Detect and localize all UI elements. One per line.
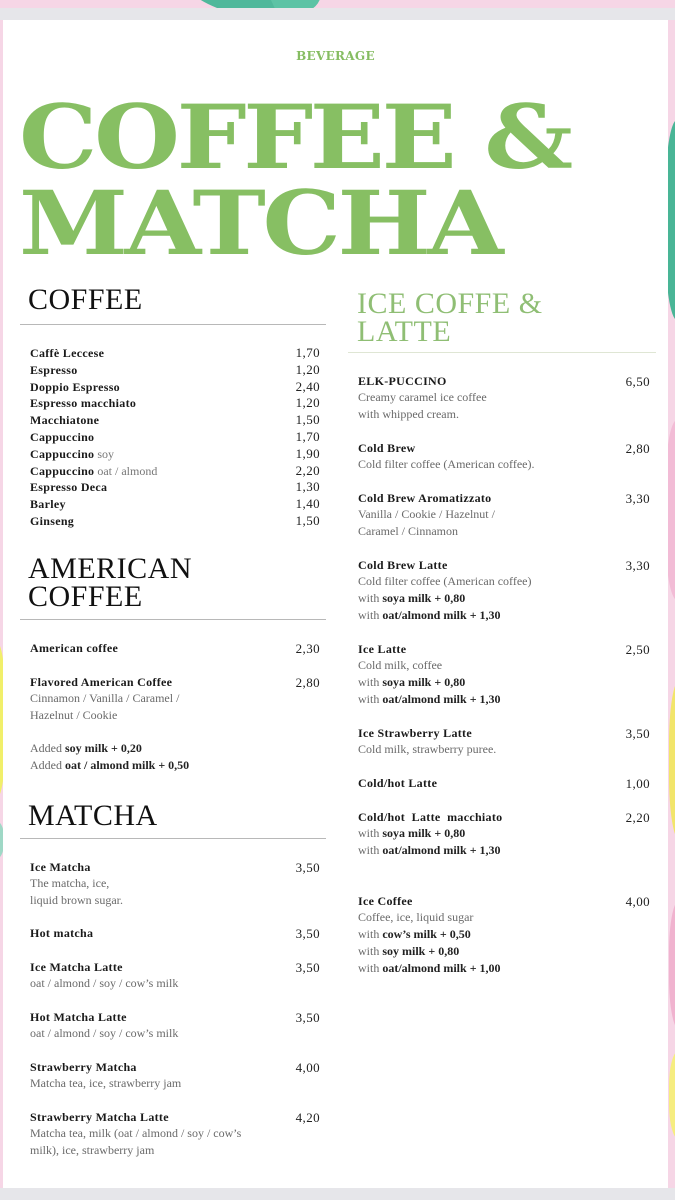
menu-kicker: BEVERAGE — [296, 49, 375, 63]
item-description: Cold filter coffee (American coffee) — [358, 574, 532, 588]
item-description: oat / almond / soy / cow’s milk — [30, 1025, 179, 1040]
item-price: 1,00 — [625, 776, 650, 791]
menu-item — [348, 725, 656, 758]
flower-decoration — [669, 680, 675, 840]
menu-item — [20, 925, 326, 942]
menu-item — [30, 412, 320, 429]
item-description: Vanilla / Cookie / Hazelnut / — [358, 507, 495, 521]
item-description: Matcha tea, ice, strawberry jam — [30, 1075, 182, 1090]
section-title: MATCHA — [28, 798, 158, 832]
item-name: Cold/hot Latte — [358, 776, 438, 790]
item-option: with oat/almond milk + 1,00 — [358, 961, 501, 975]
item-price: 6,50 — [625, 374, 650, 389]
menu-item — [348, 641, 656, 708]
menu-page — [3, 20, 668, 1188]
page-frame-bottom — [0, 1188, 675, 1200]
item-price: 1,70 — [295, 428, 320, 444]
menu-item — [20, 640, 326, 657]
item-name: Ice Strawberry Latte — [358, 726, 472, 740]
left-column — [20, 283, 326, 1159]
item-name: Ginseng — [30, 513, 75, 528]
item-price: 2,30 — [295, 640, 320, 656]
menu-item — [30, 429, 320, 446]
menu-item — [30, 496, 320, 513]
item-name: Doppio Espresso — [30, 379, 120, 394]
item-name: Cold Brew — [358, 441, 416, 455]
menu-item — [30, 379, 320, 396]
item-name: Strawberry Matcha — [30, 1059, 137, 1074]
item-price: 1,20 — [295, 395, 320, 411]
item-name: Macchiatone — [30, 413, 100, 428]
flower-decoration — [669, 900, 675, 1030]
item-price: 1,50 — [295, 412, 320, 428]
item-option: with soy milk + 0,80 — [358, 944, 460, 958]
item-option: with soya milk + 0,80 — [358, 675, 466, 689]
section-ice-coffee-latte — [348, 287, 656, 977]
page-frame-top — [0, 8, 675, 20]
menu-title — [19, 85, 570, 275]
item-price: 4,00 — [625, 894, 650, 909]
menu-item — [20, 1059, 326, 1092]
menu-title-line-2: MATCHA — [19, 171, 501, 275]
section-title-line: ICE COFFE & — [357, 287, 543, 320]
item-option: with cow’s milk + 0,50 — [358, 927, 471, 941]
item-price: 2,20 — [625, 810, 650, 825]
menu-item — [20, 1109, 326, 1159]
menu-item — [20, 859, 326, 909]
menu-item — [348, 809, 656, 859]
addon-line — [20, 740, 326, 757]
section-coffee — [20, 283, 326, 530]
addon-prefix: Added — [30, 740, 62, 755]
item-price: 2,40 — [295, 378, 320, 394]
item-description: Caramel / Cinnamon — [358, 524, 458, 538]
menu-item — [348, 490, 656, 540]
menu-item — [348, 775, 656, 792]
item-description: Cold filter coffee (American coffee). — [358, 457, 535, 471]
item-name: Cappuccino — [30, 446, 95, 461]
item-name: Cold Brew Latte — [358, 558, 448, 572]
item-name: Ice Latte — [358, 642, 407, 656]
item-name: Barley — [30, 497, 66, 512]
menu-item — [30, 513, 320, 530]
item-price: 1,90 — [295, 445, 320, 461]
menu-item — [20, 1009, 326, 1042]
menu-item — [348, 373, 656, 423]
menu-item — [20, 959, 326, 992]
section-title — [20, 551, 326, 613]
item-name: Ice Matcha Latte — [30, 959, 123, 974]
item-price: 3,30 — [625, 558, 650, 573]
addon-line — [20, 757, 326, 774]
item-name: Cold Brew Aromatizzato — [358, 491, 492, 505]
item-name: Caffè Leccese — [30, 346, 105, 360]
item-price: 2,50 — [625, 642, 650, 657]
section-title-line: COFFEE — [28, 579, 143, 613]
section-title — [348, 287, 656, 348]
item-modifier: soy — [97, 446, 115, 461]
menu-item — [30, 446, 320, 463]
item-name: Espresso — [30, 362, 78, 377]
item-price: 3,30 — [625, 491, 650, 506]
item-price: 1,40 — [295, 496, 320, 512]
menu-item — [30, 395, 320, 412]
item-description: Cold milk, strawberry puree. — [358, 742, 497, 756]
right-column — [348, 287, 656, 977]
section-american-coffee — [20, 551, 326, 774]
addon-prefix: Added — [30, 757, 62, 772]
menu-item — [348, 557, 656, 624]
item-price: 1,30 — [295, 479, 320, 495]
item-price: 4,20 — [295, 1109, 320, 1125]
item-price: 3,50 — [295, 859, 320, 875]
item-description: Creamy caramel ice coffee — [358, 390, 487, 404]
item-price: 4,00 — [295, 1059, 320, 1075]
item-modifier: oat / almond — [97, 463, 158, 478]
item-price: 3,50 — [295, 1009, 320, 1025]
section-title-line: LATTE — [357, 315, 452, 348]
item-name: Cold/hot Latte macchiato — [358, 810, 503, 824]
item-price: 3,50 — [625, 726, 650, 741]
item-option: with soya milk + 0,80 — [358, 826, 466, 840]
item-description: milk), ice, strawberry jam — [30, 1142, 155, 1157]
item-description: The matcha, ice, — [30, 875, 110, 890]
menu-item — [348, 893, 656, 977]
item-description: Cold milk, coffee — [358, 658, 443, 672]
item-description: with whipped cream. — [358, 407, 459, 421]
item-name: Hot matcha — [30, 925, 94, 940]
item-name: Cappuccino — [30, 463, 95, 478]
addon-price: oat / almond milk + 0,50 — [65, 757, 190, 772]
item-price: 3,50 — [295, 959, 320, 975]
menu-title-line-1: COFFEE & — [19, 85, 570, 189]
menu-item — [30, 463, 320, 480]
item-price: 1,50 — [295, 512, 320, 528]
item-description: Cinnamon / Vanilla / Caramel / — [30, 690, 180, 705]
item-price: 2,20 — [295, 462, 320, 478]
item-description: Hazelnut / Cookie — [30, 707, 118, 722]
item-name: Espresso Deca — [30, 480, 108, 495]
item-name: Hot Matcha Latte — [30, 1009, 127, 1024]
item-name: Flavored American Coffee — [30, 674, 173, 689]
menu-item — [20, 674, 326, 724]
item-option: with soya milk + 0,80 — [358, 591, 466, 605]
item-name: Ice Coffee — [358, 894, 413, 908]
item-name: Strawberry Matcha Latte — [30, 1109, 169, 1124]
item-name: ELK-PUCCINO — [358, 374, 447, 388]
item-description: oat / almond / soy / cow’s milk — [30, 975, 179, 990]
item-price: 3,50 — [295, 925, 320, 941]
section-title: COFFEE — [28, 283, 143, 316]
item-price: 1,20 — [295, 361, 320, 377]
item-price: 1,70 — [295, 345, 320, 360]
item-price: 2,80 — [295, 674, 320, 690]
item-option: with oat/almond milk + 1,30 — [358, 692, 501, 706]
item-price: 2,80 — [625, 441, 650, 456]
item-description: Coffee, ice, liquid sugar — [358, 910, 474, 924]
addon-price: soy milk + 0,20 — [65, 740, 142, 755]
item-option: with oat/almond milk + 1,30 — [358, 843, 501, 857]
menu-item — [30, 345, 320, 362]
item-name: Ice Matcha — [30, 859, 91, 874]
flower-decoration — [669, 1050, 675, 1140]
menu-item — [348, 440, 656, 473]
section-matcha — [20, 798, 326, 1159]
item-name: Espresso macchiato — [30, 396, 137, 411]
section-title-line: AMERICAN — [28, 551, 193, 585]
menu-item — [30, 362, 320, 379]
item-name: Cappuccino — [30, 429, 95, 444]
item-description: Matcha tea, milk (oat / almond / soy / cow’s — [30, 1125, 242, 1140]
coffee-list — [20, 325, 326, 530]
menu-item — [30, 479, 320, 496]
item-option: with oat/almond milk + 1,30 — [358, 608, 501, 622]
item-name: American coffee — [30, 640, 119, 655]
item-description: liquid brown sugar. — [30, 892, 123, 907]
